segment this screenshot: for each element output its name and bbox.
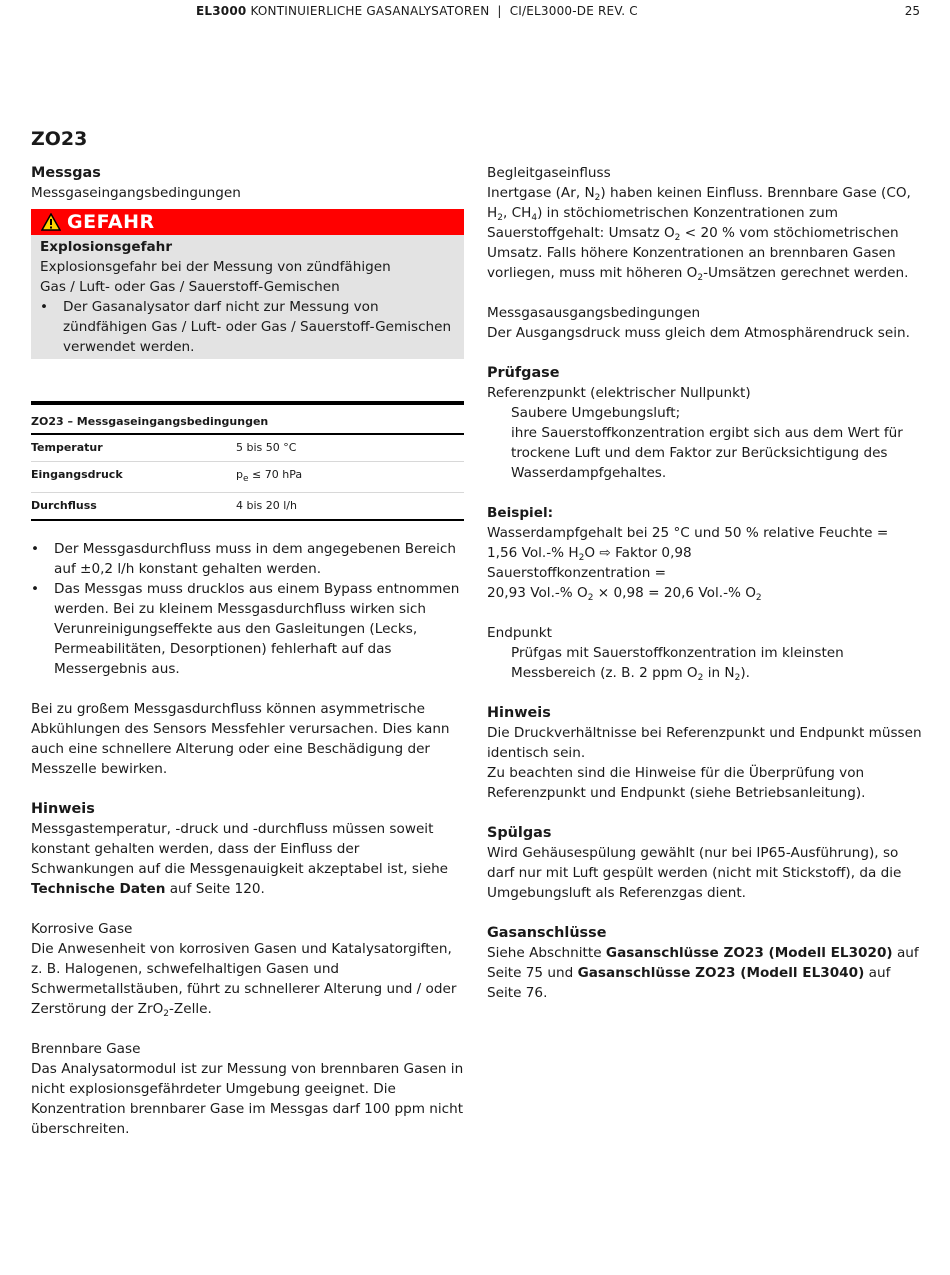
table-row — [31, 493, 464, 521]
danger-bullet — [40, 297, 455, 357]
beispiel-line-3: Sauerstoffkonzentration = — [487, 565, 667, 581]
text: 20,93 Vol.-% O — [487, 585, 588, 601]
list-item — [31, 579, 464, 679]
hinweis-text-end: auf Seite 120. — [165, 881, 265, 897]
table-value: 5 bis 50 °C — [236, 434, 464, 462]
text: auf Seite 76. — [487, 965, 891, 1001]
hinweis-right-line-2: Zu beachten sind die Hinweise für die Überprüfung von Referenzpunkt und Endpunkt (siehe Betriebsanleitung). — [487, 765, 866, 801]
paragraph-gasanschluesse — [487, 943, 922, 1003]
text: ). — [740, 665, 750, 681]
heading-ausgang: Messgasausgangsbedingungen — [487, 305, 701, 321]
referenz-line-2: ihre Sauerstoffkonzentration ergibt sich aus dem Wert für trockene Luft und dem Faktor zur Berücksichtigung des Wasserdampfgehaltes. — [511, 425, 903, 481]
text: in N — [703, 665, 735, 681]
heading-pruefgase: Prüfgase — [487, 365, 560, 381]
heading-spuelgas: Spülgas — [487, 825, 552, 841]
paragraph-endpunkt — [487, 643, 922, 683]
korrosive-text-end: -Zelle. — [169, 1001, 212, 1017]
bullet-dot: • — [31, 541, 40, 557]
header-separator: | — [497, 4, 502, 18]
subscript: 2 — [587, 593, 594, 603]
running-header — [196, 4, 638, 18]
table-key: Temperatur — [31, 434, 236, 462]
text: × 0,98 = 20,6 Vol.-% O — [593, 585, 756, 601]
table-caption: ZO23 – Messgaseingangsbedingungen — [31, 403, 464, 434]
danger-bullet-text: Der Gasanalysator darf nicht zur Messung von zündfähigen Gas / Luft- oder Gas / Sauerstoff-Gemischen verwendet werden. — [63, 299, 452, 355]
link-technische-daten[interactable]: Technische Daten — [31, 881, 166, 897]
heading-messgas: Messgas — [31, 165, 101, 181]
page-number: 25 — [904, 4, 920, 18]
table-row — [31, 434, 464, 462]
heading-beispiel: Beispiel: — [487, 505, 554, 521]
bullet-dot: • — [31, 581, 40, 597]
link-gasanschluesse-el3020[interactable]: Gasanschlüsse ZO23 (Modell EL3020) — [605, 945, 893, 961]
table-row — [31, 462, 464, 493]
danger-line-2: Gas / Luft- oder Gas / Sauerstoff-Gemischen — [40, 279, 340, 295]
right-column — [487, 163, 922, 1003]
text: ) haben keinen Einfluss. Brennbare Gase (CO, H — [487, 185, 911, 221]
danger-body — [31, 235, 464, 359]
table-value — [236, 462, 464, 493]
paragraph-spuelgas: Wird Gehäusespülung gewählt (nur bei IP65-Ausführung), so darf nur mit Luft gespült werden (nicht mit Stickstoff), da die Umgebungsluft als Referenzgas dient. — [487, 845, 902, 901]
subscript: 2 — [163, 1009, 170, 1019]
beispiel-line-1: Wasserdampfgehalt bei 25 °C und 50 % relative Feuchte = — [487, 525, 889, 541]
danger-label: GEFAHR — [67, 211, 155, 233]
header-doc-id: CI/EL3000-DE REV. C — [509, 4, 638, 18]
danger-heading: Explosionsgefahr — [40, 239, 173, 255]
header-title: KONTINUIERLICHE GASANALYSATOREN — [250, 4, 490, 18]
warning-icon — [41, 213, 61, 231]
list-item — [31, 539, 464, 579]
pressure-value: ≤ 70 hPa — [248, 468, 303, 481]
text: Siehe Abschnitte — [487, 945, 606, 961]
paragraph-ausgang: Der Ausgangsdruck muss gleich dem Atmosphärendruck sein. — [487, 325, 910, 341]
paragraph-flow: Bei zu großem Messgasdurchfluss können asymmetrische Abkühlungen des Sensors Messfehler verursachen. Dies kann auch eine schnellere Alterung oder eine Beschädigung der Messzelle bewirken. — [31, 701, 450, 777]
bullet-list — [31, 539, 464, 679]
subscript: 2 — [755, 593, 762, 603]
table-key: Eingangsdruck — [31, 462, 236, 493]
paragraph-brennbare: Das Analysatormodul ist zur Messung von brennbaren Gasen in nicht explosionsgefährdeter Umgebung geeignet. Die Konzentration brennbarer Gase im Messgas darf 100 ppm nicht überschreiten. — [31, 1061, 464, 1137]
text: auf Seite 75 und — [487, 945, 919, 981]
heading-referenzpunkt: Referenzpunkt (elektrischer Nullpunkt) — [487, 385, 751, 401]
table-key: Durchfluss — [31, 493, 236, 521]
hinweis-right-line-1: Die Druckverhältnisse bei Referenzpunkt und Endpunkt müssen identisch sein. — [487, 725, 922, 761]
header-brand: EL3000 — [196, 4, 247, 18]
danger-box — [31, 209, 464, 359]
subscript: 2 — [594, 193, 601, 203]
text: < 20 % vom stöchiometrischen Umsatz. Falls höhere Konzentrationen an brennbaren Gasen vorliegen, muss mit höheren O — [487, 225, 899, 281]
text: -Umsätzen gerechnet werden. — [703, 265, 909, 281]
subscript: 2 — [734, 673, 741, 683]
danger-header — [31, 209, 464, 235]
section-title: ZO23 — [31, 128, 88, 150]
list-item-text: Der Messgasdurchfluss muss in dem angegebenen Bereich auf ±0,2 l/h konstant gehalten werden. — [54, 541, 456, 577]
bullet-dot: • — [40, 299, 49, 315]
subscript: 2 — [697, 273, 704, 283]
hinweis-text: Messgastemperatur, -druck und -durchfluss müssen soweit konstant gehalten werden, dass der Einfluss der Schwankungen auf die Messgenauigkeit akzeptabel ist, siehe — [31, 821, 449, 877]
link-gasanschluesse-el3040[interactable]: Gasanschlüsse ZO23 (Modell EL3040) — [577, 965, 865, 981]
heading-endpunkt: Endpunkt — [487, 625, 552, 641]
text: 1,56 Vol.-% H — [487, 545, 579, 561]
subscript: 2 — [697, 673, 704, 683]
subscript: 2 — [578, 553, 585, 563]
pressure-subscript: e — [242, 474, 249, 484]
text: Inertgase (Ar, N — [487, 185, 595, 201]
paragraph-korrosive — [31, 939, 464, 1019]
heading-hinweis: Hinweis — [31, 801, 95, 817]
beispiel-line-4 — [487, 583, 922, 603]
text: , CH — [502, 205, 532, 221]
heading-begleitgas: Begleitgaseinfluss — [487, 165, 611, 181]
subscript: 4 — [531, 213, 538, 223]
heading-eingang: Messgaseingangsbedingungen — [31, 185, 241, 201]
left-column — [31, 163, 464, 1139]
text: O ⇨ Faktor 0,98 — [584, 545, 692, 561]
heading-hinweis-right: Hinweis — [487, 705, 551, 721]
text: Prüfgas mit Sauerstoffkonzentration im kleinsten Messbereich (z. B. 2 ppm O — [511, 645, 844, 681]
referenz-line-1: Saubere Umgebungsluft; — [511, 405, 681, 421]
paragraph-begleitgas — [487, 183, 922, 283]
heading-brennbare: Brennbare Gase — [31, 1041, 141, 1057]
spec-table — [31, 401, 464, 521]
text: ) in stöchiometrischen Konzentrationen zum Sauerstoffgehalt: Umsatz O — [487, 205, 838, 241]
pressure-symbol: p — [236, 468, 243, 481]
list-item-text: Das Messgas muss drucklos aus einem Bypass entnommen werden. Bei zu kleinem Messgasdurchfluss wirken sich Verunreinigungseffekte aus den Gasleitungen (Lecks, Permeabilitäten, Desorptionen) fehlerhaft auf das Messergebnis aus. — [54, 581, 460, 677]
subscript: 2 — [674, 233, 681, 243]
beispiel-line-2 — [487, 543, 922, 563]
table-value: 4 bis 20 l/h — [236, 493, 464, 521]
heading-gasanschluesse: Gasanschlüsse — [487, 925, 607, 941]
subscript: 2 — [497, 213, 503, 223]
heading-korrosive: Korrosive Gase — [31, 921, 133, 937]
danger-line-1: Explosionsgefahr bei der Messung von zündfähigen — [40, 259, 391, 275]
korrosive-text: Die Anwesenheit von korrosiven Gasen und Katalysatorgiften, z. B. Halogenen, schwefelhaltigen Gasen und Schwermetallstäuben, führt zu schnellerer Alterung und / oder Zerstörung der ZrO — [31, 941, 457, 1017]
paragraph-hinweis — [31, 819, 464, 899]
